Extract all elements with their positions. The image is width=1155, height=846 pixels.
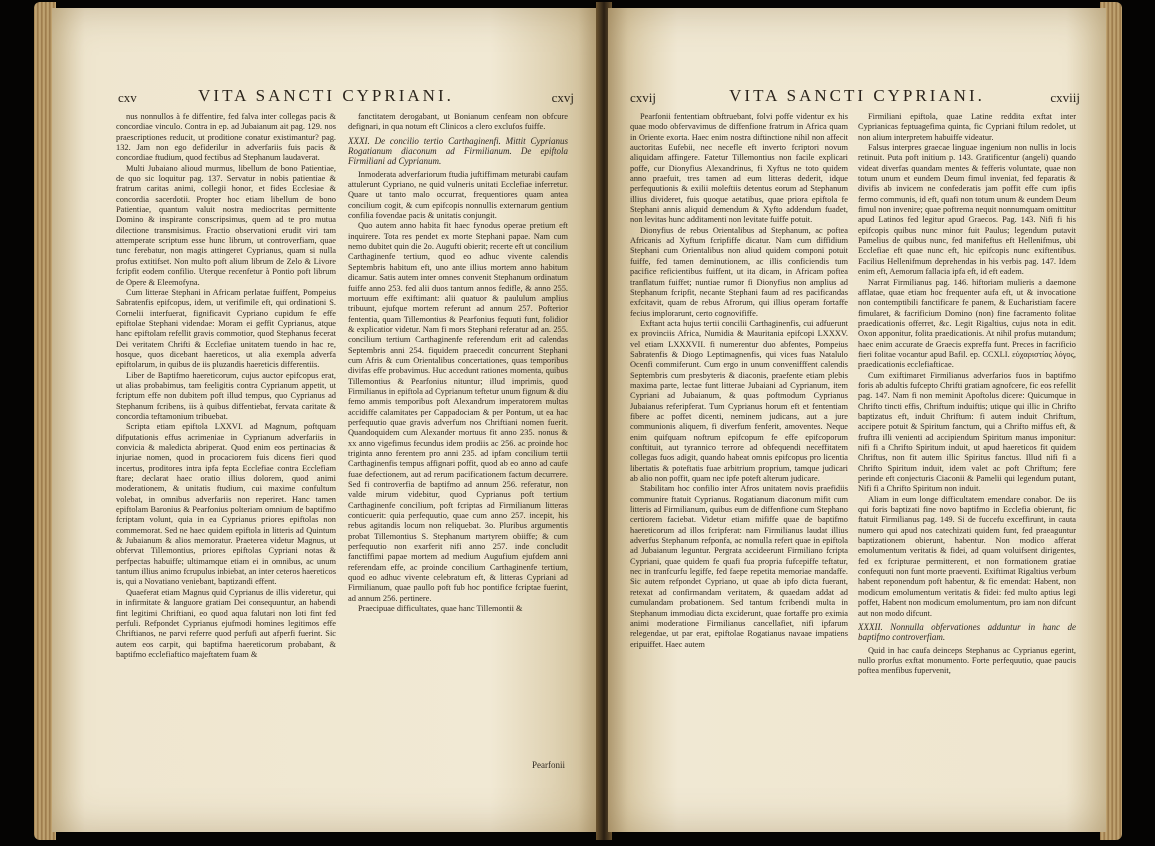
- paragraph: Quid in hac caufa deinceps Stephanus ac Cyprianus egerint, nullo prorfus exftat monumento. Forte perfequutio, quae paucis poftea menfibus fupervenit,: [858, 645, 1076, 676]
- section-heading: XXXII. Nonnulla obfervationes adduntur in hanc de baptifmo controverfiam.: [858, 621, 1076, 643]
- right-page-column-2: [858, 112, 1076, 762]
- paragraph: Stabilitam hoc confilio inter Afros unitatem novis praefidiis communire ftatuit Cyprianus. Rogatianum diaconum mifit cum litteris ad Firmilianum, quibus eum de diffenfione cum Stephano certiorem faciebat. Videtur etiam mififfe quae de baptifmo haereticorum ad illos fcripferat: nam Firmilianus laudat illius adverfus Stephanum refponfa, ac nomulla refert quae in epiftola ad Jubaianum leguntur. Pergrata accideerunt Firmiliano fcripta Cypriani, quae quidem fe quafi fua propria fufcepiffe teftatur, nec in tranfcurfu legiffe, fed faepe repetita memoriae mandaffe. Sic autem refpondet Cypriano, ut quae ab ipfo dicta fuerant, retexat ad confirmandam veritatem, & quaedam addat ad cumulandam probationem. Sed tantum fcribendi multa in Stephanum immodiau dicta exciderunt, quae fortaffe pro eximia animi moderatione Firmilianus cancellafiet, nifi ipfarum relegendae, ut par erat, epiftolae Rogatianus navaae impatiens eripuiffet. Haec autem: [630, 484, 848, 649]
- section-heading: XXXI. De concilio tertio Carthaginenfi. Mittit Cyprianus Rogatianum diaconum ad Firmilianum. De epiftola Firmiliani ad Cyprianum.: [348, 135, 568, 167]
- running-title-right: VITA SANCTI CYPRIANI.: [729, 86, 985, 105]
- left-page-column-1: [116, 112, 336, 762]
- catchword: Pearfonii: [532, 760, 565, 770]
- paragraph: fanctitatem derogabant, ut Bonianum cenfeam non obfcure defignari, in qua notum eft Clinicos a clero exclufos fuiffe.: [348, 112, 568, 132]
- paragraph: Inmoderata adverfariorum ftudia juftiffimam meturabi caufam attulerunt Cypriano, ne quid vulneris unitati Ecclefiae inferretur. Quare ut tanto malo occurrat, frequentiores quam antea concilium cogit, & cum epifcopis nonnullis externarum gentium confilia fovendae pacis & unitatis conjungit.: [348, 169, 568, 221]
- paragraph: Falsus interpres graecae linguae ingenium non nullis in locis retinuit. Puta poft initium p. 143. Gratificentur (angeli) quando videat diverfas quandam mentes & fefferis voluntate, quae non totum unum et eundem Deum fimul inveniat, fed feparatis & divifis ab invicem ne confederatis jam poffit effe cum ipfis fermo communis, id eft, quafi non totum unum & eundem Deum fimul non invenire; quae poftrema nequit nonnumquam omittitur apud Latinos fed legitur apud Graecos. Pag. 143. Nifi fi his epifcopis quibus nunc minor fuit Paulus; legendum putavit Pamelius de quibus nunc, fed manifeftus eft Hellenifmus, ubi Ecclefiae eft quae nunc eft, hic epifcopis nunc exiftentibus. Facilius Hellenifmum deprehendas in his verbis pag. 147. Idem enim eft, Aemorum fallacia ipfa eft, id eft eadem.: [858, 143, 1076, 277]
- paragraph: Cum exiftimaret Firmilianus adverfarios fuos in baptifmo foris ab adultis fufcepto Chrifti gratiam agnofcere, fic eos refellit pag. 147. Nam fi non meminit Apoftolus dicere: Quicumque in Chrifto tincti effis, Chriftum induiftis; utique qui illic in Chrifto baptizatus eft, induit Chriftum: fi autem induit Chriftum, accipere potuit & Spiritum fanctum, qui a Chrifto miffus eft, & fruftra illi venienti ad accipiendum Spiritum manus imponitur: nifi fi a Chrifto Spiritum induit, ut apud haereticos fit quidem Chriftus, non fit autem illic Spiritus fanctus. Illud nifi fi a Chrifto Spiritum induit, idem valet ac poft Chriftum; fere perinde eft conjecturis Ciaconii & Pamelii qui legendum putant, Nifi fi a Chrifto Spiritum non induit.: [858, 370, 1076, 494]
- folio-right-page-inner: cxvij: [630, 90, 656, 105]
- paragraph: nus nonnullos à fe diffentire, fed falva inter collegas pacis & concordiae vinculo. Contra in ep. ad Jubaianum ait pag. 129. nos praescriptiones reducit, ut proditione conatur existimantur? pag. 132. Jam non ego defiderilur in adverfariis fuis pacis & concordiae ftudium, quod fectibus ad Stephanum laudaverat.: [116, 112, 336, 163]
- right-page-header: [608, 88, 1106, 110]
- paragraph: Liber de Baptifmo haereticorum, cujus auctor epifcopus erat, ut alias probabimus, tam feeligitis contra Cyprianum appetit, ut fcriptum effe non dubitem poft illud tempus, quo Cyprianus ad Stephanum fcribens, iis à quibus diffentiebat, fervata caritate & concordia teftamonium tribuebat.: [116, 370, 336, 421]
- paragraph: Dionyfius de rebus Orientalibus ad Stephanum, ac poftea Africanis ad Xyftum fcripfiffe dicatur. Nam cum diffidium Stephani cum Orientalibus non aliud quidem componi potuit fuiffe, fed tamen deminutionem, ac illis conficiendis tum pacifice reficientibus fuiffent, ut ita dicam, in Africam poftea tranflatum fuiffet; nuntiae rumor fi Dionyfius non amplius ad Stephanum fcripfit, necante Stephani faum ad res pacificandas exfcitavit, quam de rebus Afrorum, qui illius operam fortaffe fecius implorarunt, certo cognovififfe.: [630, 225, 848, 318]
- paragraph: Quaeferat etiam Magnus quid Cyprianus de illis videretur, qui in infirmitate & languore gratiam Dei consequuntur, an habendi fint legitimi Chriftiani, eo quod aqua falutari non loti fint fed perfuli. Refpondet Cyprianus ejufmodi homines legitimos effe Chriftianos, ne parvi referre quod perfufi aut afperfi fuerint. Sic autem eos carpit, qui baptifma haereticorum probabant, & baptifmo ecclefiaftico majeftatem fuam &: [116, 587, 336, 659]
- paragraph: Pearfonii fententiam obftruebant, folvi poffe videntur ex his quae modo obfervavimus de diffenfione fratrum in Africa quam in Oriente exorta. Haec enim nostra diftinctione nihil non affecit auctoritas Eufebii, nec necefle eft inverto fcriptori novum aliquidam affingere. Fatetur Tillemontius non facile explicari poffe, cur Dionyfius Alexandrinus, fi Xyftus ne toto quidem anno praefuit, tres tamen ad eum litteras dederit, idque perfequutionis & exilii moleftiis detentus eorum ad Stephanum illius divideret, fuis quoque aetatibus, quae priora epiftola fe Stephani annis aliquid demendum & Xyfto addendum fuadet, non levitas hunc additamenti non levitate fuiffe potuit.: [630, 112, 848, 225]
- left-page: [52, 8, 600, 832]
- right-page-column-1: [630, 112, 848, 762]
- paragraph: Scripta etiam epiftola LXXVI. ad Magnum, poftquam difputationis effus acrimeniae in Cyprianum adverfariis in convicia & maledicta abriperat. Quod enim eos pertinacias & injuriae nomen, quod in procaciorem fuis dicens fieri quod incertus, proditores intra ipfa fepta Ecclefiae contra Ecclefiam ftare; declarat haec oratio illius dolorem, quod animi moderationem, & unitatis ftudium, cui maxime confultum volebat, in omnibus adverfariis non reperiret. Hanc tamen epiftolam Baronius & Pearfonius polteriam omnium de baptifmo fcriptam volunt, quia in ea Cyprianus priores epiftolas non commemorat. Sed ne haec quidem epiftola in litteris ad Quintum & Jubaianum & alios memoratur. Praeterea videtur Magnus, ut obfervat Tillemontius, priores epiftolas Cypriani notas & perfpectas habuiffe; ultimamque etiam ei in omnibus, ac unum tantum illius animo fcrupulus inbiebat, an inter ceteros haereticos is, qui a Novatiano veniebant, baptizandi effent.: [116, 422, 336, 587]
- folio-right-page-outer: cxviij: [1050, 90, 1080, 105]
- paragraph: Aliam in eum longe difficultatem emendare conabor. De iis qui foris baptizati fine novo baptifmo in Ecclefia obierunt, fic ftatuit Firmilianus pag. 149. Si de fuccefu exceffirunt, in cauta numero qui apud nos catechizati quidem funt, fed praeaguntur baptizationem obierunt, habentur. Non modico afferat emolumentum veritatis & fidei, ad quam voluifsent dirigentes, fed ex fcripturae permitterent, et non formationem gratiae confequuti non funt morte praeventi. Exiftimat Rigaltius verbum habent reponendum poft habentur, & fic emendat: Habent, non modicum emolumentum veritatis & fidei: fed multo aptius legi poffet, Habent non modicum emolumentum, pro iam non difcunt aut non modo difcunt.: [858, 494, 1076, 618]
- paragraph: Narrat Firmilianus pag. 146. hiftoriam mulieris a daemone afflatae, quae etiam hoc frequenter aufa eft, ut & invocatione non contemptibili fanctificare fe panem, & Eucharistiam facere fimularet, & facrificium Domino (non) fine facramento folitae praedicationis offerret, &c. Legit Rigaltius, cujus nota in edit. Oxon apponitur, folita praedicationis. At nihil profus mutandum; haec enim accurate de Graecis expreffa funt. Preces in facrificio fieri folitae vocantur apud Bafil. ep. CCXLI. εὐχαριστίας λόγος, praedicationis ecclefiafticae.: [858, 277, 1076, 370]
- paragraph: Exftant acta hujus tertii concilii Carthaginenfis, cui adfuerunt ex provinciis Africa, Numidia & Mauritania epifcopi LXXXV. vel etiam LXXXVII. fi numerentur duo abfentes, Pompeius Sabratenfis & Diogo Leptimagnenfis, qui vices fuas Natalulo Ocenfi commiferunt. Cum ergo in unum convenifffent calendis Septembris cum presbyteris & diaconis, praefente etiam plebis maxima parte, lectae funt litterae Jubaiani ad Cyprianum, item Cypriani ad Jubaianum, & quas poftmodum Cyprianus Jubaianus referipferat. Tum Cyprianus horum eft et fententiam fibere ac poffet dicenti, neminem judicans, aut a jure communionis aliquem, fi diverfum fenferit, amoventes. Neque enim quifquam noftrum epifcopum fe effe epifcoporum conftituit, aut tyrannico terrore ad obfequendi neceffitatem collegas fuos adigit, quando habeat omnis epifcopus pro licentia libertatis & poteftatis fuae arbitrium proprium, tamque judicari ab alio non poffit, quam nec ipfe poteft alterum judicare.: [630, 318, 848, 484]
- paragraph: Quo autem anno habita fit haec fynodus operae pretium eft inquirere. Tota res pendet ex morte Stephani papae. Nam cum nemo dubitet quin die 2o. Augufti obierit; recerte eft ut concilium Carthaginenfe tertium, quod eo adhuc vivente calendis Septembris habitum eft, uno ante illius mortem anno habitum dicamur. Satis autem inter omnes convenit Stephanum ordinatum fuiffe anno 253. fed alii duos tantum annos fedifle, & anno 255. mortuum effe exiftimant: alii quatuor & paululum amplius tribuunt, ejufque mortem referunt ad annum 257. Pofterior fententia, quam Tillemontius & Pearfonius fequuti funt, folidior & explicatior videtur. Nam fi mors Stephani referatur ad an. 255. concilium tertium Carthaginenfe referendum erit ad calendas Septembris anni 254. fiquidem praecedit concurrent Stephani cum Afris & cum Orientalibus concertationes, quas temporibus divifas effe probavimus. Huc accedunt rationes momenta, quibus Tillemontius & Pearfonius nituntur; illud imprimis, quod Firmilianus in epiftola ad Cyprianum teftetur unum fignum & diu femo ammis temporibus poft Alexandrum imperatorem multas accidiffe calamitates per Cappadociam & per Pontum, ut ea hac perfequutio quae gravis adverfum nos Chriftiani nomen fuerit. Quandoquidem cum Alexander mortuus fit anno 235. nonus & xx anno vigefimus fecundus idem prodiis ac 256. ac proinde hoc triginta anno ferentem pro anni 235. ad ipfam concilium tertii Carthaginenfis tempus affignari poffit, quod ab eo anno ad caufe fuae defectionem, aut ad rerum pacificationem factum decurrere. Sed fi controverfia de baptifmo ad annum 256. referatur, non valde mirum videbitur, quod Cyprianus poft tertium Carthaginenfe concilium, poft fcriptas ad Firmilianum litteras conticuerit: quia perfequutio, quae cum anno 257. incepit, his rebus agitandis locum non reliquebat. 3o. Pluribus argumentis probat Tillemontius S. Stephanum martyrem obiiffe; & cum perfequutio non exarferit nifi anno 257. inde concludit fanctiffimi papae mortem ad medium Augufium ejufdem anni referendam effe, ac proinde concilium Carthaginenfe tertium, quod eo adhuc vivente celebratum eft, & litteras Cypriani ad Firmilianum, quae paullo poft fub hoc pontifice fcriptae fuerint, ad annum 256. pertinere.: [348, 221, 568, 603]
- paragraph: Multi Jubaiano alioud murmus, libellum de bono Patientiae, de quo sic loquitur pag. 137. Servatur in nobis patientiae & fratrum caritas animi, collegii honor, et fides Ecclesiae & concordia sacerdotii. Propter hoc etiam libellum de bono Patientiae, quantum valuit nostra mediocritas permittente Domino & inspirante conscripsimus, quem ad te pro mutua dilectione transmisimus. Fractio observationi erudit viri tam attemperate scriptum esse hunc librum, ut controverfiam, quae tunc ferebatur, non magis attingeret Cyprianus, quam si nulla profus extitifset. Non multo poft alium librum de Zelo & Livore fcripfit eodem confilio. Uterque recenfetur à Pontio poft librum de Opere & Eleemofyna.: [116, 163, 336, 287]
- folio-left-page-inner: cxvj: [551, 90, 574, 105]
- right-page: [608, 8, 1106, 832]
- book: [34, 2, 1120, 840]
- paragraph: Praecipuae difficultates, quae hanc Tillemontii &: [358, 604, 523, 614]
- paragraph: Cum litterae Stephani in Africam perlatae fuiffent, Pompeius Sabratenfis epifcopus, idem, ut verifimile eft, qui ordinationi S. Cornelii interfuerat, fignificavit Cypriano cupidum fe effe epiftolae Stephani videndae: Moram ei geffit Cyprianus, atque hanc epiftolam refellit gravis commotior, quod Stephanus fecerat Dei veritatem Chrifti & Ecclefiae unitatem tuendo in hac re, hosque, quos dicebant haereticos, ut alia exempla adverfa epiftolarum, in quibus de iis pluzandis haereticis differentiis.: [116, 287, 336, 370]
- left-page-column-2: [348, 112, 568, 762]
- folio-left-page-outer: cxv: [118, 90, 137, 105]
- paragraph: Firmiliani epiftola, quae Latine reddita exftat inter Cyprianicas feptuagefima quinta, fic Cypriani ftilum redolet, ut non alium interpretem habuiffe videatur.: [858, 112, 1076, 142]
- left-page-header: [52, 88, 600, 110]
- running-title-left: VITA SANCTI CYPRIANI.: [198, 86, 454, 105]
